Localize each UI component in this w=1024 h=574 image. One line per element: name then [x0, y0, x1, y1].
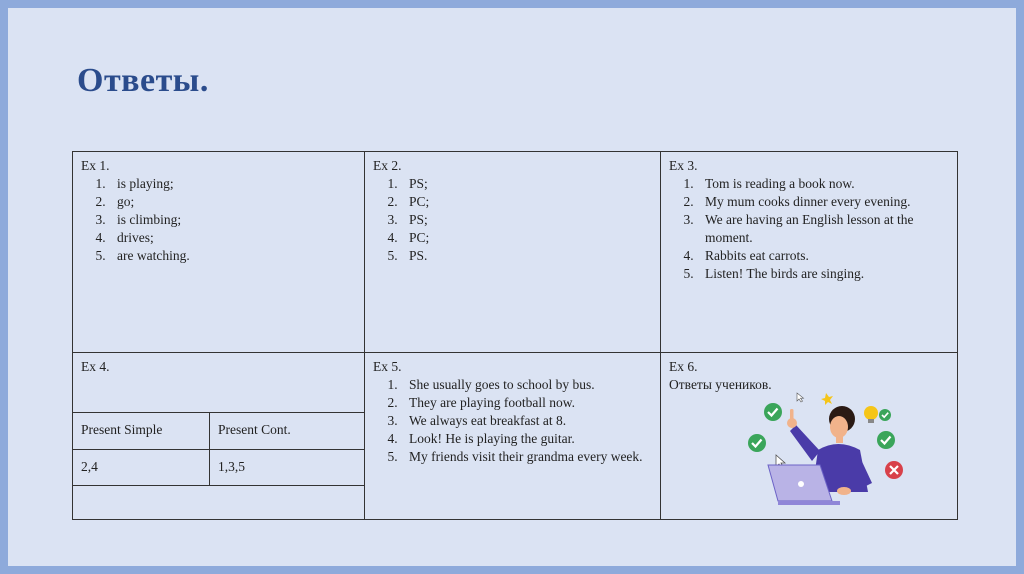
- list-item: 3. We always eat breakfast at 8.: [401, 412, 652, 430]
- ex5-list: [373, 376, 652, 466]
- ex1-list: [81, 175, 356, 265]
- ex1-label: Ex 1.: [81, 158, 110, 173]
- ex5-cell: [365, 353, 661, 520]
- ex6-text: Ответы учеников.: [669, 377, 772, 392]
- list-item: 2. go;: [109, 193, 356, 211]
- ex3-label: Ex 3.: [669, 158, 698, 173]
- ex4-cell: [73, 353, 365, 520]
- ex1-cell: [73, 152, 365, 353]
- list-item: 1. Tom is reading a book now.: [697, 175, 949, 193]
- list-item: 3. is climbing;: [109, 211, 356, 229]
- ex4-header-simple: Present Simple: [73, 413, 210, 450]
- ex2-cell: [365, 152, 661, 353]
- ex5-label: Ex 5.: [373, 359, 402, 374]
- ex6-label: Ex 6.: [669, 359, 698, 374]
- ex4-subtable: [73, 413, 364, 486]
- list-item: 2. My mum cooks dinner every evening.: [697, 193, 949, 211]
- check-icon: [764, 403, 782, 421]
- list-item: 5. Listen! The birds are singing.: [697, 265, 949, 283]
- list-item: 2. They are playing football now.: [401, 394, 652, 412]
- ex3-cell: [661, 152, 958, 353]
- list-item: 4. Look! He is playing the guitar.: [401, 430, 652, 448]
- lightbulb-icon: [864, 406, 878, 423]
- list-item: 5. are watching.: [109, 247, 356, 265]
- ex2-label: Ex 2.: [373, 158, 402, 173]
- sparkle-icon: [821, 393, 833, 405]
- list-item: 2. PC;: [401, 193, 652, 211]
- list-item: 1. PS;: [401, 175, 652, 193]
- ex4-value-simple: 2,4: [73, 450, 210, 486]
- list-item: 4. drives;: [109, 229, 356, 247]
- ex2-list: [373, 175, 652, 265]
- ex4-value-cont: 1,3,5: [210, 450, 364, 486]
- check-icon: [879, 409, 891, 421]
- list-item: 1. is playing;: [109, 175, 356, 193]
- student-illustration: [740, 385, 910, 510]
- list-item: 3. We are having an English lesson at the moment.: [697, 211, 949, 247]
- list-item: 5. PS.: [401, 247, 652, 265]
- check-icon: [877, 431, 895, 449]
- list-item: 4. PC;: [401, 229, 652, 247]
- check-icon: [748, 434, 766, 452]
- cross-icon: [885, 461, 903, 479]
- list-item: 4. Rabbits eat carrots.: [697, 247, 949, 265]
- cursor-icon: [797, 393, 804, 402]
- ex4-header-cont: Present Cont.: [210, 413, 364, 450]
- ex4-label: Ex 4.: [81, 359, 110, 374]
- list-item: 5. My friends visit their grandma every week.: [401, 448, 652, 466]
- page-title: Ответы.: [77, 62, 209, 99]
- list-item: 3. PS;: [401, 211, 652, 229]
- list-item: 1. She usually goes to school by bus.: [401, 376, 652, 394]
- ex3-list: [669, 175, 949, 283]
